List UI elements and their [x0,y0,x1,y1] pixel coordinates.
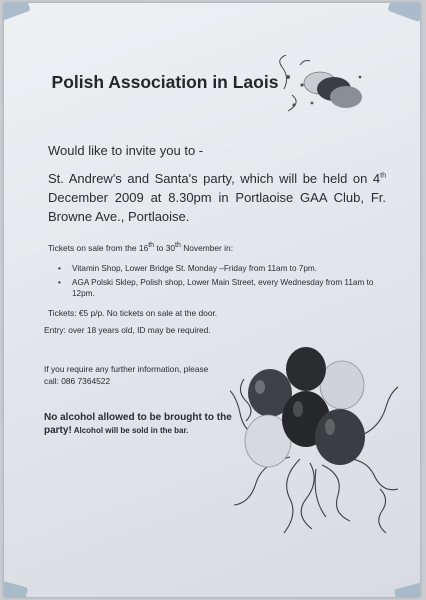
event-text-start: St. Andrew's and Santa's party, which will be held on 4 [48,171,381,186]
ticket-price: Tickets: €5 p/p. No tickets on sale at the door. [48,308,218,318]
event-details [48,169,386,226]
alcohol-notice-sub: Alcohol will be sold in the bar. [71,426,189,435]
tickets-sup-2: th [175,242,181,250]
tickets-text-1: Tickets on sale from the 16 [48,243,149,253]
tape-bottom-right [394,581,420,597]
poster-title: Polish Association in Laois [51,72,279,92]
entry-requirement: Entry: over 18 years old, ID may be required. [44,325,211,335]
shop-text: Vitamin Shop, Lower Bridge St. Monday –Friday from 11am to 7pm. [72,264,317,273]
balloons-small-icon [272,55,372,115]
bullet-icon: • [58,264,61,273]
poster-sheet [4,3,420,597]
alcohol-notice [44,411,234,437]
tickets-heading [48,243,233,253]
tape-top-right [387,3,420,22]
event-date-suffix: th [380,172,386,180]
tape-bottom-left [4,579,28,597]
event-text-end: December 2009 at 8.30pm in Portlaoise GAA Club, Fr. Browne Ave., Portlaoise. [48,190,386,224]
shop-text: AGA Polski Sklep, Polish shop, Lower Main Street, every Wednesday from 11am to 12pm. [72,278,374,298]
contact-info: If you require any further information, please call: 086 7364522 [44,364,209,386]
intro-text: Would like to invite you to - [48,143,204,158]
bullet-icon: • [58,278,61,287]
tape-top-left [4,3,31,22]
balloons-large-icon [230,339,400,539]
shop-list [56,263,396,302]
tickets-text-3: November in: [180,243,234,253]
tickets-text-2: to 30 [154,243,176,253]
list-item [56,277,396,299]
tickets-sup-1: th [148,242,155,250]
alcohol-notice-main: No alcohol allowed to be brought to the party! [44,412,232,436]
list-item [56,263,396,274]
